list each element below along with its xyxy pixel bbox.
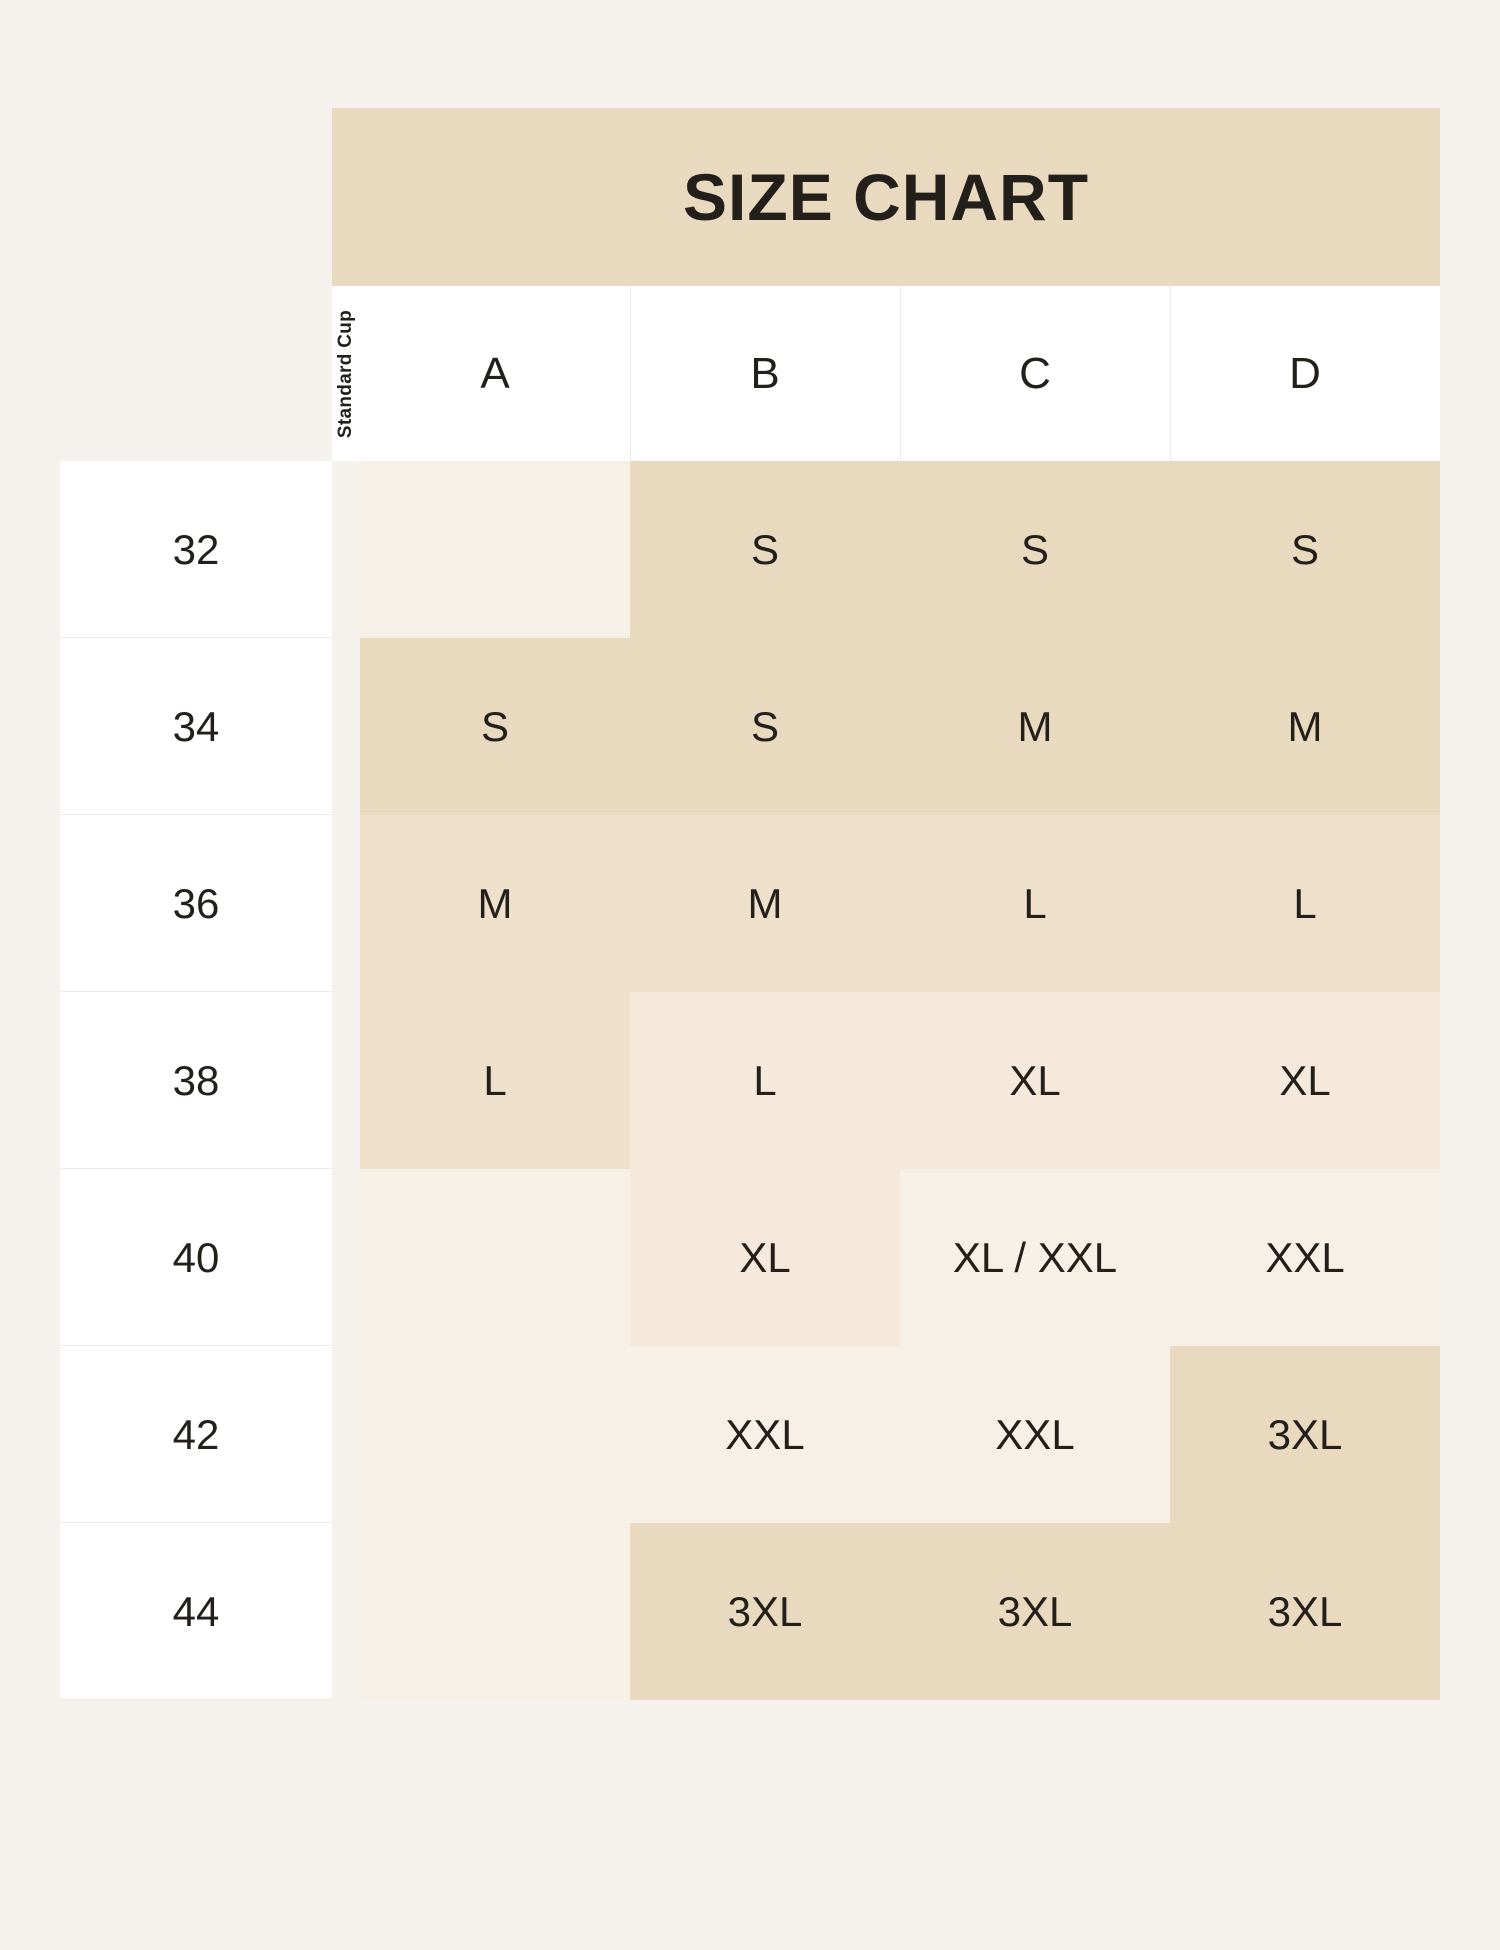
title-row	[60, 108, 1440, 286]
axis-gutter	[332, 1523, 360, 1700]
table-row	[60, 1523, 1440, 1700]
size-cell-32-B: S	[630, 461, 900, 638]
size-cell-38-B: L	[630, 992, 900, 1169]
size-cell-40-B: XL	[630, 1169, 900, 1346]
size-cell-40-D: XXL	[1170, 1169, 1440, 1346]
axis-gutter	[332, 638, 360, 815]
size-cell-44-B: 3XL	[630, 1523, 900, 1700]
size-cell-34-C: M	[900, 638, 1170, 815]
size-cell-38-C: XL	[900, 992, 1170, 1169]
column-header-b: B	[630, 286, 900, 461]
size-cell-36-D: L	[1170, 815, 1440, 992]
size-cell-44-D: 3XL	[1170, 1523, 1440, 1700]
size-cell-36-A: M	[360, 815, 630, 992]
size-chart-table	[60, 108, 1440, 1700]
table-row	[60, 638, 1440, 815]
chart-title: SIZE CHART	[683, 160, 1090, 234]
table-row	[60, 992, 1440, 1169]
band-size-label: 42	[60, 1346, 332, 1523]
title-row-spacer	[60, 108, 332, 286]
column-header-a: A	[360, 286, 630, 461]
size-cell-42-A	[360, 1346, 630, 1523]
size-cell-32-C: S	[900, 461, 1170, 638]
size-cell-34-D: M	[1170, 638, 1440, 815]
axis-gutter	[332, 1169, 360, 1346]
band-size-label: 34	[60, 638, 332, 815]
size-cell-34-B: S	[630, 638, 900, 815]
axis-gutter	[332, 992, 360, 1169]
column-header-row	[60, 286, 1440, 461]
size-cell-42-C: XXL	[900, 1346, 1170, 1523]
table-row	[60, 1346, 1440, 1523]
header-row-spacer	[60, 286, 332, 461]
table-row	[60, 815, 1440, 992]
size-cell-36-C: L	[900, 815, 1170, 992]
table-row	[60, 1169, 1440, 1346]
size-cell-42-D: 3XL	[1170, 1346, 1440, 1523]
band-size-label: 38	[60, 992, 332, 1169]
size-cell-44-C: 3XL	[900, 1523, 1170, 1700]
size-chart	[60, 108, 1440, 1700]
size-cell-40-A	[360, 1169, 630, 1346]
axis-gutter	[332, 815, 360, 992]
axis-gutter	[332, 461, 360, 638]
axis-gutter	[332, 1346, 360, 1523]
band-size-label: 36	[60, 815, 332, 992]
size-cell-32-D: S	[1170, 461, 1440, 638]
size-cell-36-B: M	[630, 815, 900, 992]
size-cell-40-C: XL / XXL	[900, 1169, 1170, 1346]
band-size-label: 32	[60, 461, 332, 638]
band-size-label: 44	[60, 1523, 332, 1700]
cup-axis-label: Standard Cup	[335, 309, 356, 438]
chart-title-cell	[332, 108, 1440, 286]
size-cell-38-A: L	[360, 992, 630, 1169]
band-size-label: 40	[60, 1169, 332, 1346]
size-cell-34-A: S	[360, 638, 630, 815]
cup-axis-label-cell	[332, 286, 360, 461]
size-cell-42-B: XXL	[630, 1346, 900, 1523]
table-row	[60, 461, 1440, 638]
size-cell-32-A	[360, 461, 630, 638]
size-cell-44-A	[360, 1523, 630, 1700]
size-cell-38-D: XL	[1170, 992, 1440, 1169]
column-header-c: C	[900, 286, 1170, 461]
column-header-d: D	[1170, 286, 1440, 461]
